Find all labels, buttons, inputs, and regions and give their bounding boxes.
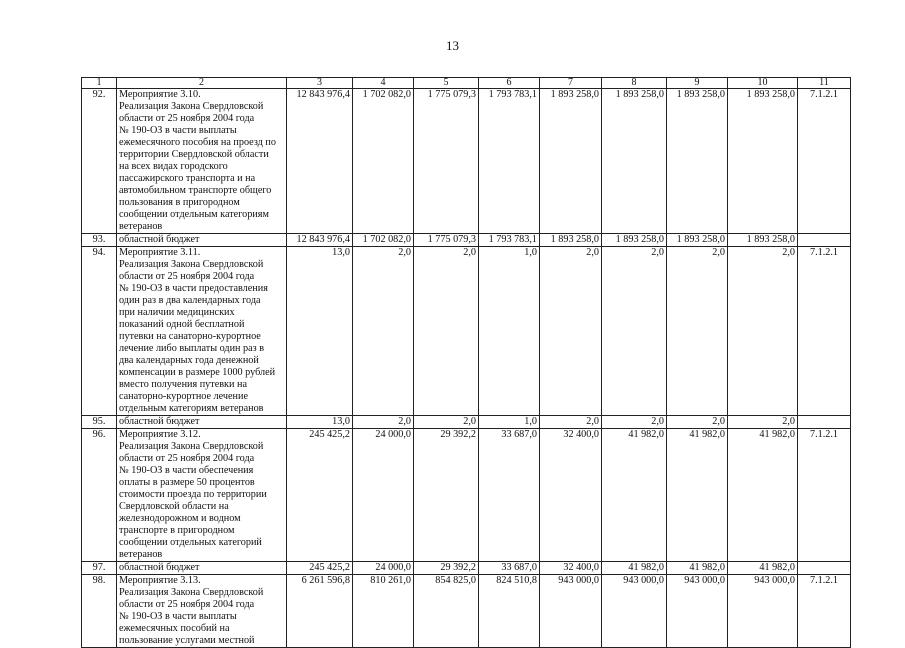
value-cell: 2,0 <box>602 416 667 429</box>
table-row <box>82 247 851 416</box>
description-cell: областной бюджет <box>117 562 287 575</box>
row-number-cell: 96. <box>82 429 117 562</box>
value-cell: 2,0 <box>540 416 602 429</box>
value-cell: 1 893 258,0 <box>540 89 602 234</box>
value-cell: 854 825,0 <box>414 575 479 648</box>
column-header: 3 <box>287 78 353 89</box>
value-cell: 1 893 258,0 <box>728 89 798 234</box>
description-cell: Мероприятие 3.13. Реализация Закона Свердловской области от 25 ноября 2004 года № 190-ОЗ в части выплаты ежемесячных пособий на пользование услугами местной <box>117 575 287 648</box>
value-cell: 943 000,0 <box>540 575 602 648</box>
table-row <box>82 429 851 562</box>
value-cell: 1 775 079,3 <box>414 89 479 234</box>
value-cell: 2,0 <box>667 416 728 429</box>
value-cell: 12 843 976,4 <box>287 234 353 247</box>
value-cell: 1 702 082,0 <box>353 234 414 247</box>
value-cell: 943 000,0 <box>728 575 798 648</box>
value-cell: 41 982,0 <box>667 429 728 562</box>
value-cell: 33 687,0 <box>479 429 540 562</box>
value-cell: 2,0 <box>667 247 728 416</box>
value-cell: 1 893 258,0 <box>667 89 728 234</box>
value-cell: 1 775 079,3 <box>414 234 479 247</box>
row-number-cell: 94. <box>82 247 117 416</box>
column-header: 2 <box>117 78 287 89</box>
column-header: 10 <box>728 78 798 89</box>
value-cell: 245 425,2 <box>287 562 353 575</box>
value-cell: 2,0 <box>353 247 414 416</box>
value-cell: 41 982,0 <box>602 562 667 575</box>
value-cell: 1 893 258,0 <box>728 234 798 247</box>
row-number-cell: 95. <box>82 416 117 429</box>
table-row <box>82 575 851 648</box>
value-cell: 1 793 783,1 <box>479 89 540 234</box>
column-header: 1 <box>82 78 117 89</box>
value-cell: 41 982,0 <box>728 429 798 562</box>
table-row <box>82 562 851 575</box>
value-cell: 1 893 258,0 <box>667 234 728 247</box>
value-cell: 943 000,0 <box>602 575 667 648</box>
column-header: 6 <box>479 78 540 89</box>
value-cell: 2,0 <box>540 247 602 416</box>
value-cell: 1,0 <box>479 416 540 429</box>
value-cell: 24 000,0 <box>353 429 414 562</box>
value-cell: 1,0 <box>479 247 540 416</box>
value-cell: 943 000,0 <box>667 575 728 648</box>
value-cell: 41 982,0 <box>728 562 798 575</box>
value-cell: 1 893 258,0 <box>602 89 667 234</box>
table-row <box>82 234 851 247</box>
code-cell: 7.1.2.1 <box>798 575 851 648</box>
column-header: 4 <box>353 78 414 89</box>
value-cell: 824 510,8 <box>479 575 540 648</box>
page-number: 13 <box>446 38 459 53</box>
column-header: 8 <box>602 78 667 89</box>
column-header: 11 <box>798 78 851 89</box>
value-cell: 2,0 <box>353 416 414 429</box>
value-cell: 6 261 596,8 <box>287 575 353 648</box>
column-header: 9 <box>667 78 728 89</box>
value-cell: 29 392,2 <box>414 429 479 562</box>
value-cell: 41 982,0 <box>667 562 728 575</box>
value-cell: 2,0 <box>728 247 798 416</box>
value-cell: 245 425,2 <box>287 429 353 562</box>
value-cell: 32 400,0 <box>540 562 602 575</box>
description-cell: Мероприятие 3.10. Реализация Закона Свердловской области от 25 ноября 2004 года № 190-ОЗ в части выплаты ежемесячного пособия на проезд по территории Свердловской области на всех видах городского пассажирского транспорта и на автомобильном транспорте общего пользования в пригородном сообщении отдельным категориям ветеранов <box>117 89 287 234</box>
description-cell: областной бюджет <box>117 416 287 429</box>
row-number-cell: 92. <box>82 89 117 234</box>
value-cell: 32 400,0 <box>540 429 602 562</box>
value-cell: 1 893 258,0 <box>540 234 602 247</box>
description-cell: областной бюджет <box>117 234 287 247</box>
value-cell: 2,0 <box>728 416 798 429</box>
row-number-cell: 97. <box>82 562 117 575</box>
value-cell: 41 982,0 <box>602 429 667 562</box>
value-cell: 29 392,2 <box>414 562 479 575</box>
value-cell: 810 261,0 <box>353 575 414 648</box>
value-cell: 1 793 783,1 <box>479 234 540 247</box>
value-cell: 2,0 <box>414 416 479 429</box>
value-cell: 33 687,0 <box>479 562 540 575</box>
value-cell: 1 702 082,0 <box>353 89 414 234</box>
budget-table <box>81 77 851 648</box>
table-row <box>82 89 851 234</box>
row-number-cell: 98. <box>82 575 117 648</box>
value-cell: 12 843 976,4 <box>287 89 353 234</box>
column-header: 7 <box>540 78 602 89</box>
value-cell: 24 000,0 <box>353 562 414 575</box>
value-cell: 13,0 <box>287 247 353 416</box>
code-cell: 7.1.2.1 <box>798 89 851 234</box>
code-cell <box>798 234 851 247</box>
code-cell <box>798 416 851 429</box>
value-cell: 2,0 <box>602 247 667 416</box>
description-cell: Мероприятие 3.11. Реализация Закона Свердловской области от 25 ноября 2004 года № 190-ОЗ в части предоставления один раз в два календарных года при наличии медицинских показаний одной бесплатной путевки на санаторно-курортное лечение либо выплаты один раз в два календарных года денежной компенсации в размере 1000 рублей вместо получения путевки на санаторно-курортное лечение отдельным категориям ветеранов <box>117 247 287 416</box>
value-cell: 1 893 258,0 <box>602 234 667 247</box>
column-header: 5 <box>414 78 479 89</box>
description-cell: Мероприятие 3.12. Реализация Закона Свердловской области от 25 ноября 2004 года № 190-ОЗ в части обеспечения оплаты в размере 50 процентов стоимости проезда по территории Свердловской области на железнодорожном и водном транспорте в пригородном сообщении отдельных категорий ветеранов <box>117 429 287 562</box>
code-cell: 7.1.2.1 <box>798 247 851 416</box>
code-cell: 7.1.2.1 <box>798 429 851 562</box>
code-cell <box>798 562 851 575</box>
row-number-cell: 93. <box>82 234 117 247</box>
header-row <box>82 78 851 89</box>
value-cell: 13,0 <box>287 416 353 429</box>
table-row <box>82 416 851 429</box>
value-cell: 2,0 <box>414 247 479 416</box>
